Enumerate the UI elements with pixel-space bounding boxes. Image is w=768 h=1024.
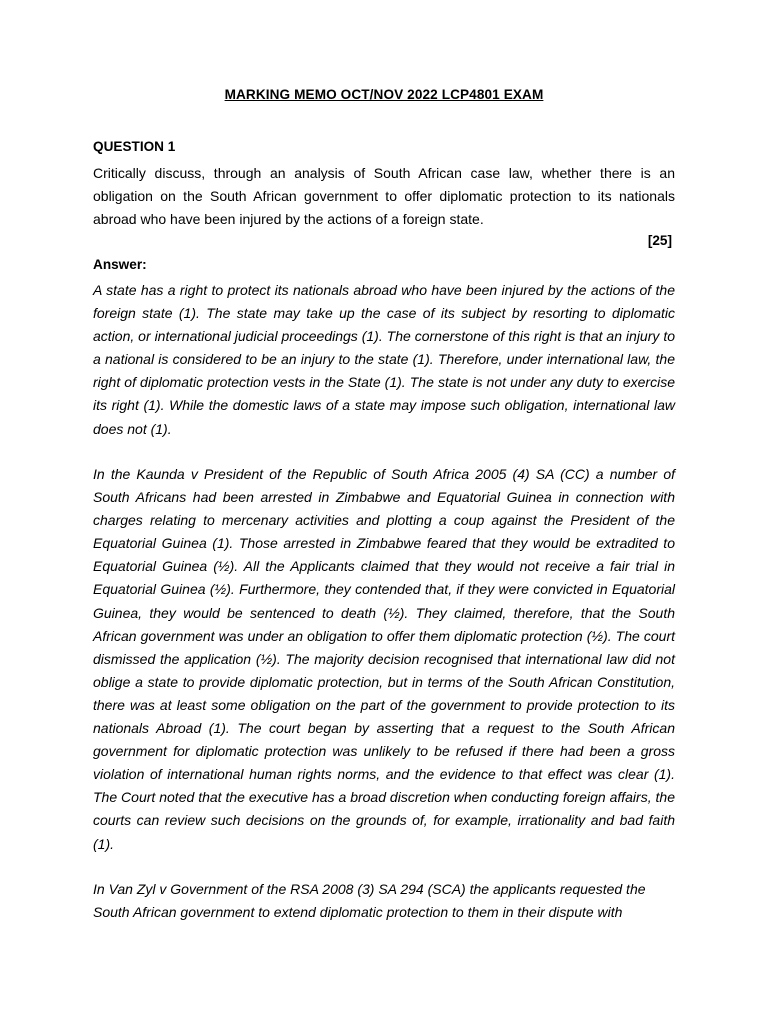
question-text: Critically discuss, through an analysis of South African case law, whether there is an obligation on the South African government to offer diplomatic protection to its nationals abroad who have been injured by the actions of a foreign state. bbox=[93, 165, 675, 228]
question-heading: QUESTION 1 bbox=[93, 139, 176, 154]
marks-allocation: [25] bbox=[647, 233, 672, 248]
document-title: MARKING MEMO OCT/NOV 2022 LCP4801 EXAM bbox=[224, 87, 544, 102]
answer-label: Answer: bbox=[93, 257, 147, 272]
answer-paragraph-van-zyl: In Van Zyl v Government of the RSA 2008 (3) SA 294 (SCA) the applicants requested the South African government to extend diplomatic protection to them in their dispute with bbox=[93, 881, 646, 921]
answer-paragraph-intro: A state has a right to protect its nationals abroad who have been injured by the actions of the foreign state (1). The state may take up the case of its subject by resorting to diplomatic action, or international judicial proceedings (1). The cornerstone of this right is that an injury to a national is considered to be an injury to the state (1). Therefore, under international law, the right of diplomatic protection vests in the State (1). The state is not under any duty to exercise its right (1). While the domestic laws of a state may impose such obligation, international law does not (1). bbox=[93, 282, 675, 437]
answer-paragraph-kaunda: In the Kaunda v President of the Republic of South Africa 2005 (4) SA (CC) a number of South Africans had been arrested in Zimbabwe and Equatorial Guinea in connection with charges relating to mercenary activities and plotting a coup against the President of the Equatorial Guinea (1). Those arrested in Zimbabwe feared that they would be extradited to Equatorial Guinea (½). All the Applicants claimed that they would not receive a fair trial in Equatorial Guinea (½). Furthermore, they contended that, if they were convicted in Equatorial Guinea, they would be sentenced to death (½). They claimed, therefore, that the South African government was under an obligation to offer them diplomatic protection (½). The court dismissed the application (½). The majority decision recognised that international law did not oblige a state to provide diplomatic protection, but in terms of the South African Constitution, there was at least some obligation on the part of the government to provide protection to its nationals Abroad (1). The court began by asserting that a request to the South African government for diplomatic protection was unlikely to be refused if there had been a gross violation of international human rights norms, and the evidence to that effect was clear (1). The Court noted that the executive has a broad discretion when conducting foreign affairs, the courts can review such decisions on the grounds of, for example, irrationality and bad faith (1). bbox=[93, 466, 675, 852]
